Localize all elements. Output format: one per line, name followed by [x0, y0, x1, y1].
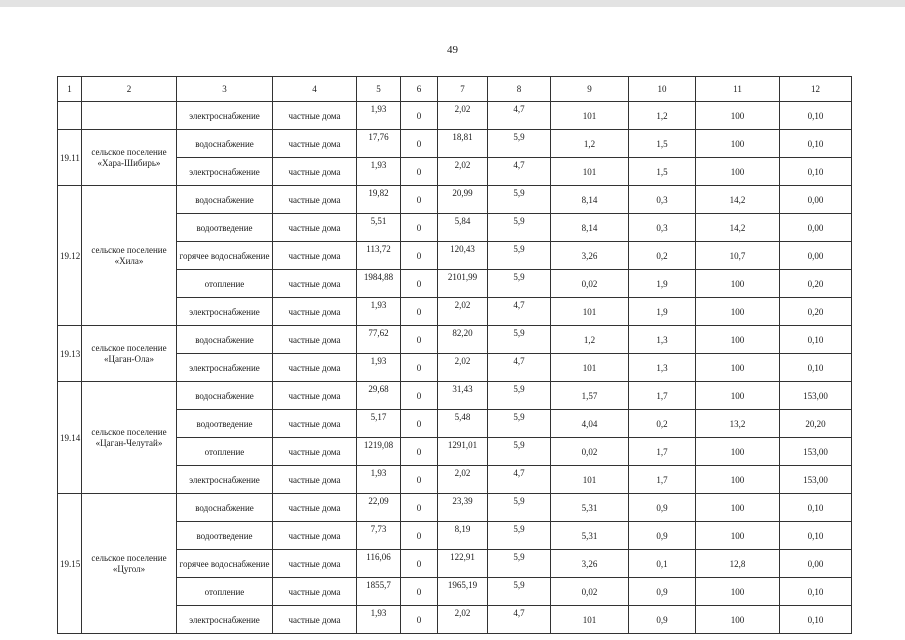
value-c12: 0,10: [780, 578, 852, 606]
value-c9: 1,57: [551, 382, 629, 410]
value-c11: 100: [696, 130, 780, 158]
value-c8: 5,9: [488, 270, 551, 298]
service-type: электроснабжение: [177, 466, 273, 494]
value-c9: 0,02: [551, 578, 629, 606]
value-c5: 5,51: [357, 214, 401, 242]
value-c7: 5,84: [438, 214, 488, 242]
value-c10: 0,2: [629, 242, 696, 270]
value-c5: 77,62: [357, 326, 401, 354]
value-c7: 18,81: [438, 130, 488, 158]
value-c9: 4,04: [551, 410, 629, 438]
value-c9: 101: [551, 354, 629, 382]
value-c6: 0: [401, 214, 438, 242]
value-c8: 4,7: [488, 466, 551, 494]
settlement-name: сельское поселение «Цугол»: [82, 494, 177, 634]
table-row: [58, 214, 852, 242]
value-c12: 0,20: [780, 298, 852, 326]
service-type: горячее водоснабжение: [177, 242, 273, 270]
value-c11: 12,8: [696, 550, 780, 578]
service-type: электроснабжение: [177, 606, 273, 634]
value-c6: 0: [401, 578, 438, 606]
value-c5: 1,93: [357, 102, 401, 130]
value-c6: 0: [401, 410, 438, 438]
value-c10: 1,5: [629, 130, 696, 158]
value-c12: 0,20: [780, 270, 852, 298]
table-row: [58, 186, 852, 214]
consumer-type: частные дома: [273, 270, 357, 298]
service-type: отопление: [177, 438, 273, 466]
value-c8: 5,9: [488, 494, 551, 522]
value-c10: 1,5: [629, 158, 696, 186]
table-row: [58, 382, 852, 410]
value-c7: 5,48: [438, 410, 488, 438]
value-c9: 3,26: [551, 550, 629, 578]
value-c8: 5,9: [488, 186, 551, 214]
value-c9: 5,31: [551, 494, 629, 522]
value-c9: 8,14: [551, 214, 629, 242]
page-number: 49: [447, 44, 458, 56]
value-c10: 1,2: [629, 102, 696, 130]
value-c8: 5,9: [488, 410, 551, 438]
value-c10: 1,3: [629, 354, 696, 382]
table-row: [58, 522, 852, 550]
value-c5: 116,06: [357, 550, 401, 578]
value-c9: 101: [551, 466, 629, 494]
value-c10: 1,7: [629, 438, 696, 466]
value-c11: 100: [696, 102, 780, 130]
value-c5: 1984,88: [357, 270, 401, 298]
value-c7: 120,43: [438, 242, 488, 270]
value-c12: 0,10: [780, 354, 852, 382]
value-c7: 2,02: [438, 354, 488, 382]
consumer-type: частные дома: [273, 158, 357, 186]
value-c9: 8,14: [551, 186, 629, 214]
service-type: водоотведение: [177, 214, 273, 242]
value-c11: 14,2: [696, 186, 780, 214]
value-c10: 1,9: [629, 298, 696, 326]
value-c8: 5,9: [488, 550, 551, 578]
table-row: [58, 354, 852, 382]
value-c10: 0,9: [629, 494, 696, 522]
value-c12: 0,00: [780, 242, 852, 270]
value-c12: 0,10: [780, 522, 852, 550]
settlement-name: сельское поселение «Цаган-Челутай»: [82, 382, 177, 494]
table-row: [58, 130, 852, 158]
value-c8: 4,7: [488, 158, 551, 186]
table-row: [58, 270, 852, 298]
value-c8: 5,9: [488, 382, 551, 410]
value-c11: 100: [696, 578, 780, 606]
scan-edge-band: [0, 0, 905, 7]
column-number: 6: [401, 77, 438, 102]
consumer-type: частные дома: [273, 102, 357, 130]
value-c11: 100: [696, 158, 780, 186]
value-c11: 13,2: [696, 410, 780, 438]
service-type: водоотведение: [177, 522, 273, 550]
value-c7: 2,02: [438, 466, 488, 494]
service-type: водоснабжение: [177, 382, 273, 410]
value-c12: 0,10: [780, 606, 852, 634]
value-c11: 100: [696, 438, 780, 466]
value-c7: 122,91: [438, 550, 488, 578]
value-c5: 1,93: [357, 158, 401, 186]
value-c5: 22,09: [357, 494, 401, 522]
value-c5: 1,93: [357, 466, 401, 494]
value-c11: 100: [696, 606, 780, 634]
value-c10: 1,9: [629, 270, 696, 298]
settlement-code: 19.11: [58, 130, 82, 186]
value-c8: 5,9: [488, 214, 551, 242]
value-c6: 0: [401, 354, 438, 382]
service-type: водоснабжение: [177, 494, 273, 522]
value-c9: 3,26: [551, 242, 629, 270]
value-c10: 1,7: [629, 466, 696, 494]
value-c12: 0,10: [780, 494, 852, 522]
value-c7: 2,02: [438, 102, 488, 130]
column-number: 3: [177, 77, 273, 102]
value-c6: 0: [401, 606, 438, 634]
value-c6: 0: [401, 158, 438, 186]
value-c5: 1855,7: [357, 578, 401, 606]
value-c11: 14,2: [696, 214, 780, 242]
value-c8: 5,9: [488, 326, 551, 354]
value-c11: 100: [696, 522, 780, 550]
column-number: 4: [273, 77, 357, 102]
consumer-type: частные дома: [273, 242, 357, 270]
column-number: 5: [357, 77, 401, 102]
consumer-type: частные дома: [273, 522, 357, 550]
value-c5: 1,93: [357, 606, 401, 634]
value-c12: 0,10: [780, 158, 852, 186]
value-c9: 101: [551, 102, 629, 130]
table-row: [58, 242, 852, 270]
value-c7: 1291,01: [438, 438, 488, 466]
value-c10: 0,2: [629, 410, 696, 438]
value-c12: 0,10: [780, 326, 852, 354]
value-c9: 101: [551, 298, 629, 326]
service-type: водоснабжение: [177, 130, 273, 158]
table-row: [58, 326, 852, 354]
consumer-type: частные дома: [273, 466, 357, 494]
value-c11: 100: [696, 382, 780, 410]
settlement-name: [82, 102, 177, 130]
value-c6: 0: [401, 298, 438, 326]
value-c6: 0: [401, 382, 438, 410]
value-c9: 101: [551, 158, 629, 186]
settlement-name: сельское поселение «Хара-Шибирь»: [82, 130, 177, 186]
value-c8: 5,9: [488, 130, 551, 158]
column-number: 10: [629, 77, 696, 102]
table-row: [58, 606, 852, 634]
value-c6: 0: [401, 130, 438, 158]
value-c6: 0: [401, 438, 438, 466]
value-c8: 4,7: [488, 606, 551, 634]
service-type: водоснабжение: [177, 186, 273, 214]
value-c10: 0,9: [629, 578, 696, 606]
service-type: электроснабжение: [177, 102, 273, 130]
value-c10: 1,7: [629, 382, 696, 410]
column-number: 2: [82, 77, 177, 102]
consumer-type: частные дома: [273, 410, 357, 438]
value-c7: 20,99: [438, 186, 488, 214]
value-c12: 0,10: [780, 102, 852, 130]
tariff-table: [57, 76, 852, 634]
table-row: [58, 550, 852, 578]
table-row: [58, 298, 852, 326]
service-type: водоотведение: [177, 410, 273, 438]
value-c11: 100: [696, 326, 780, 354]
value-c8: 5,9: [488, 522, 551, 550]
table-row: [58, 438, 852, 466]
value-c6: 0: [401, 186, 438, 214]
value-c12: 20,20: [780, 410, 852, 438]
value-c6: 0: [401, 242, 438, 270]
table-row: [58, 466, 852, 494]
value-c9: 0,02: [551, 270, 629, 298]
value-c6: 0: [401, 270, 438, 298]
value-c5: 29,68: [357, 382, 401, 410]
value-c5: 113,72: [357, 242, 401, 270]
value-c7: 31,43: [438, 382, 488, 410]
value-c5: 1,93: [357, 298, 401, 326]
column-number: 1: [58, 77, 82, 102]
consumer-type: частные дома: [273, 186, 357, 214]
consumer-type: частные дома: [273, 298, 357, 326]
value-c7: 8,19: [438, 522, 488, 550]
value-c10: 0,1: [629, 550, 696, 578]
consumer-type: частные дома: [273, 550, 357, 578]
value-c9: 5,31: [551, 522, 629, 550]
table-row: [58, 158, 852, 186]
value-c5: 5,17: [357, 410, 401, 438]
value-c5: 1,93: [357, 354, 401, 382]
value-c10: 0,9: [629, 522, 696, 550]
value-c10: 0,3: [629, 186, 696, 214]
value-c11: 100: [696, 494, 780, 522]
value-c5: 1219,08: [357, 438, 401, 466]
value-c11: 10,7: [696, 242, 780, 270]
value-c7: 2,02: [438, 298, 488, 326]
service-type: электроснабжение: [177, 298, 273, 326]
value-c7: 23,39: [438, 494, 488, 522]
value-c11: 100: [696, 466, 780, 494]
settlement-code: 19.12: [58, 186, 82, 326]
value-c9: 101: [551, 606, 629, 634]
value-c6: 0: [401, 326, 438, 354]
consumer-type: частные дома: [273, 494, 357, 522]
value-c8: 5,9: [488, 578, 551, 606]
value-c8: 4,7: [488, 354, 551, 382]
value-c8: 4,7: [488, 102, 551, 130]
consumer-type: частные дома: [273, 382, 357, 410]
service-type: отопление: [177, 270, 273, 298]
value-c6: 0: [401, 494, 438, 522]
value-c5: 19,82: [357, 186, 401, 214]
service-type: электроснабжение: [177, 354, 273, 382]
value-c12: 0,10: [780, 130, 852, 158]
consumer-type: частные дома: [273, 606, 357, 634]
value-c6: 0: [401, 522, 438, 550]
column-number-row: [58, 77, 852, 102]
column-number: 9: [551, 77, 629, 102]
value-c12: 153,00: [780, 466, 852, 494]
settlement-code: [58, 102, 82, 130]
value-c10: 0,3: [629, 214, 696, 242]
value-c12: 0,00: [780, 186, 852, 214]
value-c5: 17,76: [357, 130, 401, 158]
value-c7: 2101,99: [438, 270, 488, 298]
settlement-name: сельское поселение «Цаган-Ола»: [82, 326, 177, 382]
value-c7: 82,20: [438, 326, 488, 354]
consumer-type: частные дома: [273, 214, 357, 242]
settlement-name: сельское поселение «Хила»: [82, 186, 177, 326]
table-row: [58, 494, 852, 522]
table-body: [58, 77, 852, 634]
table-row: [58, 102, 852, 130]
column-number: 11: [696, 77, 780, 102]
value-c11: 100: [696, 298, 780, 326]
column-number: 12: [780, 77, 852, 102]
value-c7: 2,02: [438, 158, 488, 186]
value-c9: 1,2: [551, 326, 629, 354]
table-row: [58, 578, 852, 606]
value-c9: 0,02: [551, 438, 629, 466]
value-c9: 1,2: [551, 130, 629, 158]
value-c8: 5,9: [488, 438, 551, 466]
value-c12: 153,00: [780, 382, 852, 410]
service-type: водоснабжение: [177, 326, 273, 354]
value-c6: 0: [401, 102, 438, 130]
settlement-code: 19.14: [58, 382, 82, 494]
value-c6: 0: [401, 550, 438, 578]
value-c7: 1965,19: [438, 578, 488, 606]
consumer-type: частные дома: [273, 354, 357, 382]
consumer-type: частные дома: [273, 130, 357, 158]
consumer-type: частные дома: [273, 326, 357, 354]
value-c10: 1,3: [629, 326, 696, 354]
value-c11: 100: [696, 270, 780, 298]
value-c12: 0,00: [780, 214, 852, 242]
value-c8: 4,7: [488, 298, 551, 326]
service-type: горячее водоснабжение: [177, 550, 273, 578]
value-c6: 0: [401, 466, 438, 494]
consumer-type: частные дома: [273, 578, 357, 606]
column-number: 8: [488, 77, 551, 102]
service-type: отопление: [177, 578, 273, 606]
table-row: [58, 410, 852, 438]
value-c8: 5,9: [488, 242, 551, 270]
settlement-code: 19.13: [58, 326, 82, 382]
value-c5: 7,73: [357, 522, 401, 550]
value-c12: 153,00: [780, 438, 852, 466]
value-c11: 100: [696, 354, 780, 382]
value-c7: 2,02: [438, 606, 488, 634]
column-number: 7: [438, 77, 488, 102]
consumer-type: частные дома: [273, 438, 357, 466]
settlement-code: 19.15: [58, 494, 82, 634]
value-c10: 0,9: [629, 606, 696, 634]
service-type: электроснабжение: [177, 158, 273, 186]
value-c12: 0,00: [780, 550, 852, 578]
